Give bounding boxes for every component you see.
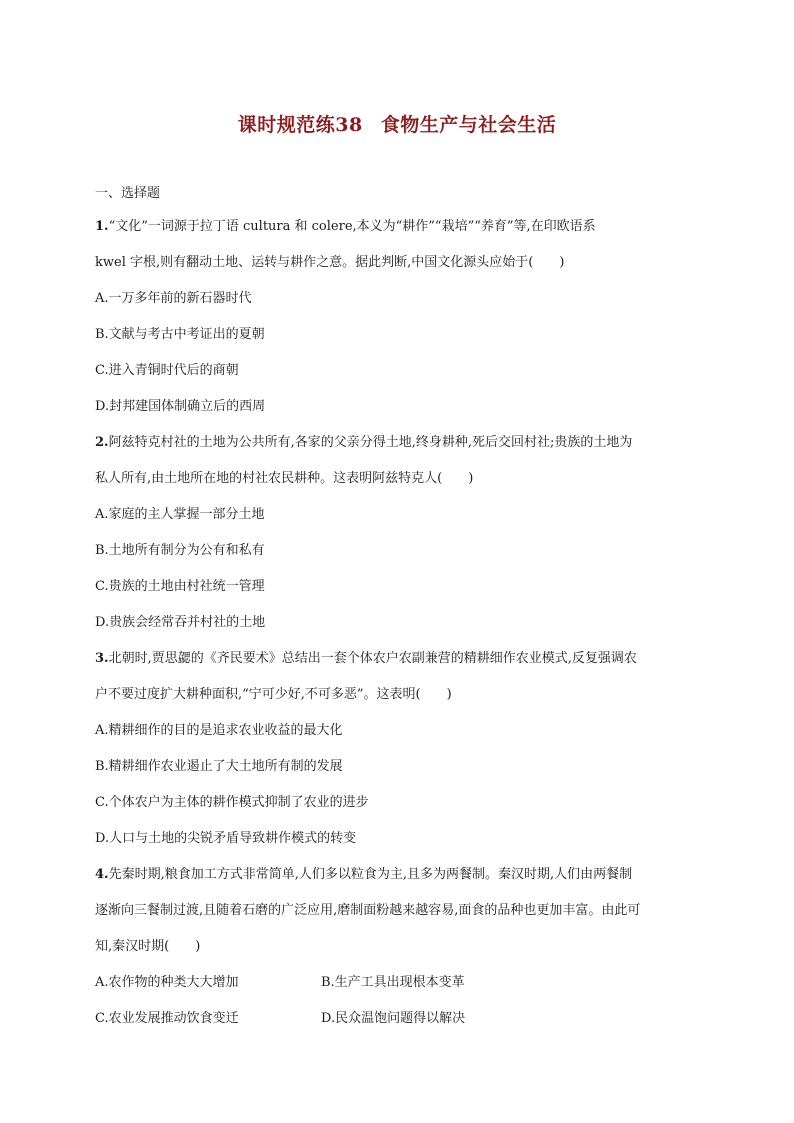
question-3-text-1: 北朝时,贾思勰的《齐民要术》总结出一套个体农户农副兼营的精耕细作农业模式,反复强调农 xyxy=(108,651,637,666)
question-1-number: 1. xyxy=(95,219,109,234)
question-4-text-1: 先秦时期,粮食加工方式非常简单,人们多以粒食为主,且多为两餐制。秦汉时期,人们由两餐制 xyxy=(108,867,633,882)
question-2-option-d: D.贵族会经常吞并村社的土地 xyxy=(95,615,266,630)
question-1-option-d: D.封邦建国体制确立后的西周 xyxy=(95,399,266,414)
question-4-option-a: A.农作物的种类大大增加 xyxy=(95,975,239,990)
question-2-line-2: 私人所有,由土地所在地的村社农民耕种。这表明阿兹特克人( ) xyxy=(95,471,474,486)
question-list xyxy=(95,218,695,1046)
question-1-text-1: “文化”一词源于拉丁语 cultura 和 colere,本义为“耕作”“栽培”“养育”等,在印欧语系 xyxy=(108,219,596,234)
title-topic: 食物生产与社会生活 xyxy=(380,114,557,136)
question-1-option-b: B.文献与考古中考证出的夏朝 xyxy=(95,327,265,342)
question-4-options-row-2 xyxy=(95,1010,695,1028)
title-lesson-number: 课时规范练38 xyxy=(237,114,363,136)
question-4-option-c: C.农业发展推动饮食变迁 xyxy=(95,1011,239,1026)
question-3-option-b: B.精耕细作农业遏止了大土地所有制的发展 xyxy=(95,759,343,774)
question-1-line-1 xyxy=(95,218,695,236)
section-heading: 一、选择题 xyxy=(95,186,161,201)
question-2-option-b: B.土地所有制分为公有和私有 xyxy=(95,543,265,558)
question-2-option-c: C.贵族的土地由村社统一管理 xyxy=(95,579,265,594)
question-4-line-3: 知,秦汉时期( ) xyxy=(95,939,201,954)
question-3-line-2: 户不要过度扩大耕种面积,“宁可少好,不可多恶”。这表明( ) xyxy=(95,687,452,702)
question-3-number: 3. xyxy=(95,651,109,666)
question-4-options-row-1 xyxy=(95,974,695,992)
question-3-option-c: C.个体农户为主体的耕作模式抑制了农业的进步 xyxy=(95,795,369,810)
page-title xyxy=(0,110,794,137)
question-3-option-a: A.精耕细作的目的是追求农业收益的最大化 xyxy=(95,723,343,738)
question-3-option-d: D.人口与土地的尖锐矛盾导致耕作模式的转变 xyxy=(95,831,357,846)
question-2-number: 2. xyxy=(95,435,109,450)
question-4-number: 4. xyxy=(95,867,109,882)
question-1-line-2: kwel 字根,则有翻动土地、运转与耕作之意。据此判断,中国文化源头应始于( ) xyxy=(95,255,565,270)
question-3-line-1 xyxy=(95,650,695,668)
question-4-option-b: B.生产工具出现根本变革 xyxy=(321,975,465,990)
question-1-option-a: A.一万多年前的新石器时代 xyxy=(95,291,252,306)
question-4-option-d: D.民众温饱问题得以解决 xyxy=(321,1011,466,1026)
question-2-line-1 xyxy=(95,434,695,452)
question-2-text-1: 阿兹特克村社的土地为公共所有,各家的父亲分得土地,终身耕种,死后交回村社;贵族的土地为 xyxy=(108,435,633,450)
question-4-line-2: 逐渐向三餐制过渡,且随着石磨的广泛应用,磨制面粉越来越容易,面食的品种也更加丰富。由此可 xyxy=(95,903,641,918)
question-1-option-c: C.进入青铜时代后的商朝 xyxy=(95,363,239,378)
question-2-option-a: A.家庭的主人掌握一部分土地 xyxy=(95,507,265,522)
question-4-line-1 xyxy=(95,866,695,884)
